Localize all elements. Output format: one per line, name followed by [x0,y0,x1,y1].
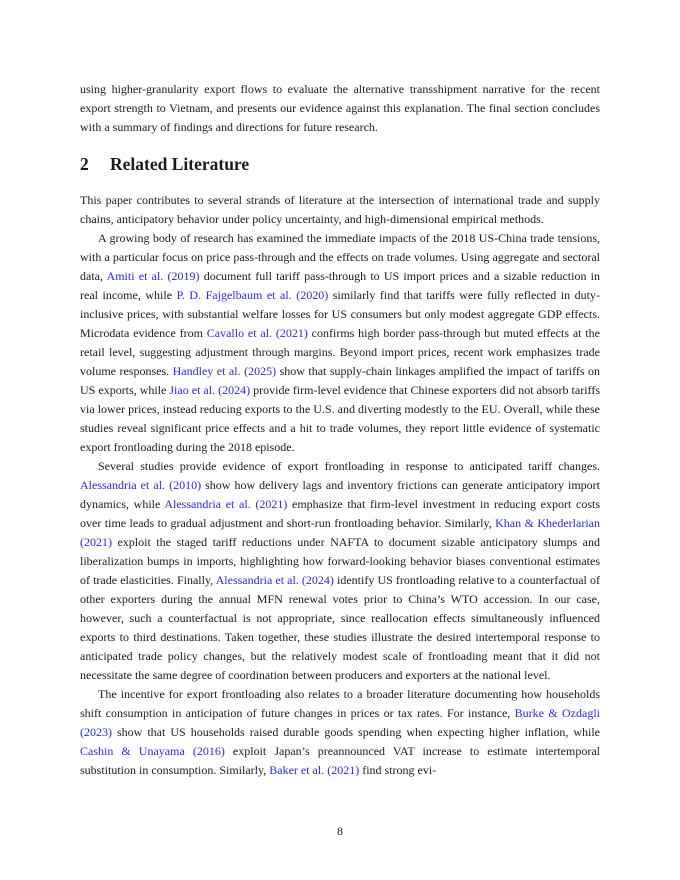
paragraph-text: show that supply-chain linkages amplified the impact of tariffs on US exports, while [80,364,601,397]
paragraph-text: exploit the staged tariff reductions under NAFTA to document sizable anticipatory slumps and liberalization bumps in imports, highlighting how forward-looking behavior biases conventional estimates of trade elasticities. Finally, [80,535,600,587]
citation-link[interactable]: Alessandria et al. (2021) [164,497,288,511]
citation-link[interactable]: Handley et al. (2025) [172,364,277,378]
paragraph-text: exploit Japan’s preannounced VAT increase to estimate intertemporal substitution in consumption. Similarly, [80,744,600,777]
paragraph-text: confirms high border pass-through but muted effects at the retail level, suggesting adjustment through margins. Beyond import prices, recent work emphasizes trade volume responses. [80,326,600,378]
paragraph-3 [80,457,600,685]
paragraph-text: provide firm-level evidence that Chinese exporters did not absorb tariffs via lower prices, instead reducing exports to the U.S. and diverting modestly to the EU. Overall, while these studies reveal significant price effects and a hit to trade volumes, they report little evidence of systematic export frontloading during the 2018 episode. [80,383,600,454]
section-title: Related Literature [110,154,250,174]
citation-link[interactable]: Alessandria et al. (2024) [215,573,334,587]
paragraph-text: find strong evi- [359,763,437,777]
paragraph-text: similarly find that tariffs were fully reflected in duty-inclusive prices, with substantial welfare losses for US consumers but only modest aggregate GDP effects. Microdata evidence from [80,288,601,340]
section-heading [80,152,249,176]
paragraph-text: This paper contributes to several strands of literature at the intersection of international trade and supply chains, anticipatory behavior under policy uncertainty, and high-dimensional empirical methods. [80,193,600,226]
paragraph-text: document full tariff pass-through to US import prices and a sizable reduction in real income, while [80,269,600,302]
citation-link[interactable]: Cavallo et al. (2021) [206,326,308,340]
section-number: 2 [80,154,89,174]
section-body [80,191,600,780]
paragraph-text: The incentive for export frontloading also relates to a broader literature documenting how households shift consumption in anticipation of future changes in prices or tax rates. For instance, [80,687,600,720]
citation-link[interactable]: Khan & Khederlarian (2021) [80,516,600,549]
paragraph-text: Several studies provide evidence of export frontloading in response to anticipated tariff changes. [98,459,600,473]
citation-link[interactable]: Alessandria et al. (2010) [80,478,202,492]
citation-link[interactable]: Amiti et al. (2019) [106,269,200,283]
citation-link[interactable]: Baker et al. (2021) [269,763,360,777]
paragraph-4 [80,685,600,780]
intro-paragraph: using higher-granularity export flows to evaluate the alternative transshipment narrative for the recent export strength to Vietnam, and presents our evidence against this explanation. The final section concludes with a summary of findings and directions for future research. [80,82,600,134]
paragraph-text: A growing body of research has examined the immediate impacts of the 2018 US-China trade tensions, with a particular focus on price pass-through and the effects on trade volumes. Using aggregate and sectoral data, [80,231,600,283]
paragraph-2 [80,229,600,457]
paragraph-1 [80,191,600,229]
paragraph-text: show how delivery lags and inventory frictions can generate anticipatory import dynamics, while [80,478,600,511]
page-number: 8 [337,824,343,838]
paragraph-text: show that US households raised durable goods spending when expecting higher inflation, while [112,725,600,739]
citation-link[interactable]: Cashin & Unayama (2016) [80,744,225,758]
citation-link[interactable]: Burke & Ozdagli (2023) [80,706,600,739]
paragraph-text: emphasize that firm-level investment in reducing export costs over time leads to gradual adjustment and short-run frontloading behavior. Similarly, [80,497,600,530]
citation-link[interactable]: P. D. Fajgelbaum et al. (2020) [176,288,329,302]
paragraph-text: identify US frontloading relative to a counterfactual of other exporters during the annual MFN renewal votes prior to China’s WTO accession. In our case, however, such a counterfactual is not appropriate, since reallocation effects simultaneously influenced exports to third destinations. Taken together, these studies illustrate the desired intertemporal response to anticipated trade policy changes, but the relatively modest scale of frontloading meant that it did not necessitate the same degree of coordination between producers and exporters at the national level. [80,573,600,682]
citation-link[interactable]: Jiao et al. (2024) [169,383,251,397]
